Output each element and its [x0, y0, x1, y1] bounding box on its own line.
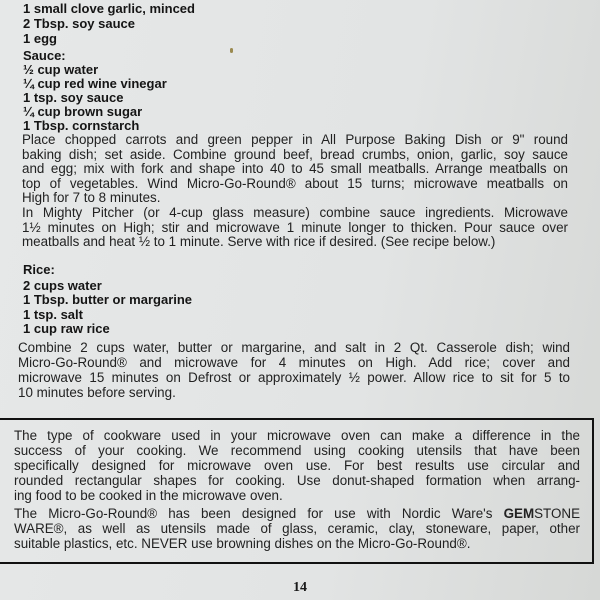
- sauce-instructions-line: In Mighty Pitcher (or 4-cup glass measure) combine sauce ingredients. Microwave: [22, 205, 568, 220]
- note-line: The type of cookware used in your microwave oven can make a difference in the: [14, 428, 580, 443]
- note-line: rounded rectangular shapes for cooking. Use donut-shaped formation when arrang-: [14, 473, 580, 488]
- sauce-ingredient: ¼ cup brown sugar: [23, 104, 143, 119]
- paper-speck: [230, 48, 233, 53]
- rice-ingredient: 1 Tbsp. butter or margarine: [23, 292, 193, 307]
- sauce-instructions-line: 1½ minutes on High; stir and microwave 1 minute longer to thicken. Pour sauce over: [22, 219, 568, 235]
- sauce-ingredient: 1 tsp. soy sauce: [23, 90, 124, 105]
- sauce-ingredient: 1 Tbsp. cornstarch: [23, 118, 140, 133]
- rice-ingredient: 1 cup raw rice: [23, 321, 110, 336]
- ingredient: 1 small clove garlic, minced: [23, 1, 195, 16]
- ingredient: 2 Tbsp. soy sauce: [23, 16, 135, 31]
- note-text: The Micro-Go-Round® has been designed for use with Nordic Ware's: [14, 506, 504, 521]
- meatball-instructions-line: High for 7 to 8 minutes.: [22, 190, 161, 205]
- note-line: [14, 507, 580, 521]
- note-line: suitable plastics, etc. NEVER use browning dishes on the Micro-Go-Round®.: [14, 536, 471, 551]
- sauce-instructions-line: meatballs and heat ½ to 1 minute. Serve with rice if desired. (See recipe below.): [22, 234, 496, 249]
- meatball-instructions-line: Place chopped carrots and green pepper in All Purpose Baking Dish or 9" round: [22, 132, 568, 147]
- rice-instructions-line: 10 minutes before serving.: [18, 385, 176, 400]
- brand-stone: STONE: [534, 506, 580, 521]
- note-line: WARE®, as well as utensils made of glass, ceramic, clay, stoneware, paper, other: [14, 521, 580, 536]
- ingredient: 1 egg: [23, 31, 57, 46]
- note-line: specifically designed for microwave oven use. For best results use circular and: [14, 458, 580, 473]
- sauce-ingredient: ½ cup water: [23, 62, 99, 77]
- sauce-heading: Sauce:: [23, 48, 66, 63]
- note-line: ing food to be cooked in the microwave oven.: [14, 488, 283, 503]
- meatball-instructions-line: baking dish; set aside. Combine ground beef, bread crumbs, onion, garlic, soy sauce: [22, 146, 568, 162]
- rice-instructions-line: Combine 2 cups water, butter or margarine, and salt in 2 Qt. Casserole dish; wind: [18, 340, 570, 355]
- meatball-instructions-line: top of vegetables. Wind Micro-Go-Round® about 15 turns; microwave meatballs on: [22, 175, 568, 191]
- rice-instructions-line: Micro-Go-Round® and microwave for 4 minutes on High. Add rice; cover and: [18, 355, 570, 370]
- rice-ingredient: 2 cups water: [23, 278, 102, 293]
- sauce-ingredient: ¼ cup red wine vinegar: [23, 76, 167, 91]
- rice-instructions-line: microwave 15 minutes on Defrost or approximately ½ power. Allow rice to sit for 5 to: [18, 370, 570, 385]
- rice-heading: Rice:: [23, 262, 55, 277]
- brand-gem: GEM: [503, 506, 535, 521]
- note-line: success of your cooking. We recommend using cooking utensils that have been: [14, 443, 580, 458]
- page-number: 14: [293, 580, 307, 595]
- rice-ingredient: 1 tsp. salt: [23, 307, 83, 322]
- meatball-instructions-line: and egg; mix with fork and shape into 40 to 45 small meatballs. Arrange meatballs on: [22, 161, 568, 176]
